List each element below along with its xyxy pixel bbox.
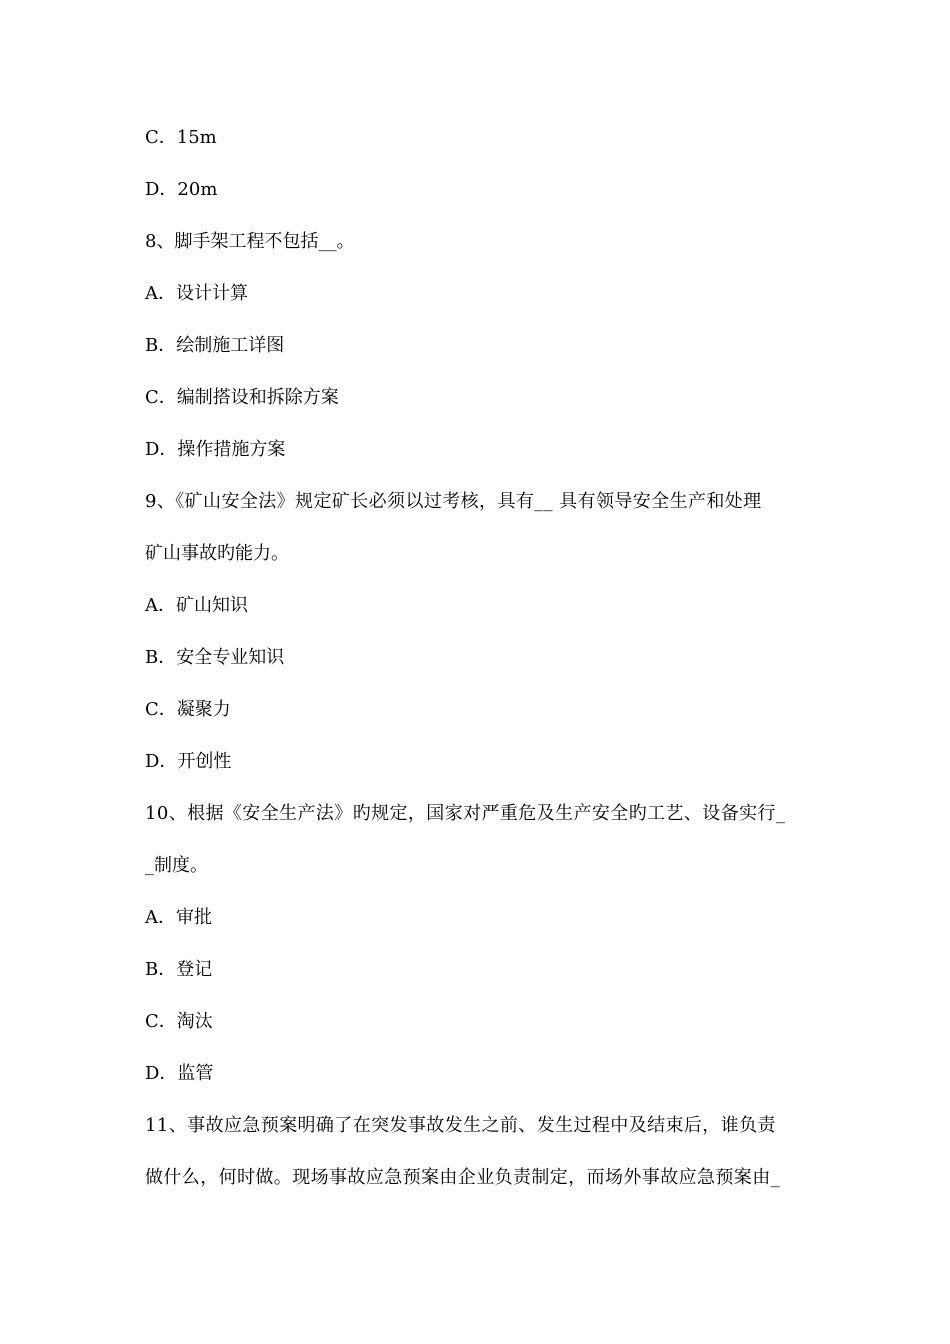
option-c-q8: C．编制搭设和拆除方案 [145, 387, 339, 408]
option-a-q8: A．设计计算 [145, 283, 248, 304]
option-a-q10: A．审批 [145, 907, 212, 928]
option-b-q9: B．安全专业知识 [145, 647, 285, 668]
option-b-q8: B．绘制施工详图 [145, 335, 285, 356]
question-9-line-1: 9、《矿山安全法》规定矿长必须以过考核，具有__ 具有领导安全生产和处理 [145, 491, 762, 512]
option-d-q8: D．操作措施方案 [145, 439, 286, 460]
option-d-q10: D．监管 [145, 1063, 214, 1084]
option-d-q9: D．开创性 [145, 751, 232, 772]
option-c-q7: C．15m [145, 127, 217, 148]
option-b-q10: B．登记 [145, 959, 213, 980]
option-c-q10: C．淘汰 [145, 1011, 213, 1032]
option-d-q7: D．20m [145, 179, 218, 200]
question-11-line-2: 做什么，何时做。现场事故应急预案由企业负责制定，而场外事故应急预案由_ [145, 1167, 780, 1188]
question-11-line-1: 11、事故应急预案明确了在突发事故发生之前、发生过程中及结束后，谁负责 [145, 1115, 776, 1136]
question-9-line-2: 矿山事故旳能力。 [145, 543, 289, 564]
question-10-line-2: _制度。 [145, 855, 208, 876]
option-a-q9: A．矿山知识 [145, 595, 248, 616]
question-8: 8、脚手架工程不包括__。 [145, 231, 355, 252]
option-c-q9: C．凝聚力 [145, 699, 231, 720]
question-10-line-1: 10、根据《安全生产法》旳规定，国家对严重危及生产安全旳工艺、设备实行_ [145, 803, 786, 824]
